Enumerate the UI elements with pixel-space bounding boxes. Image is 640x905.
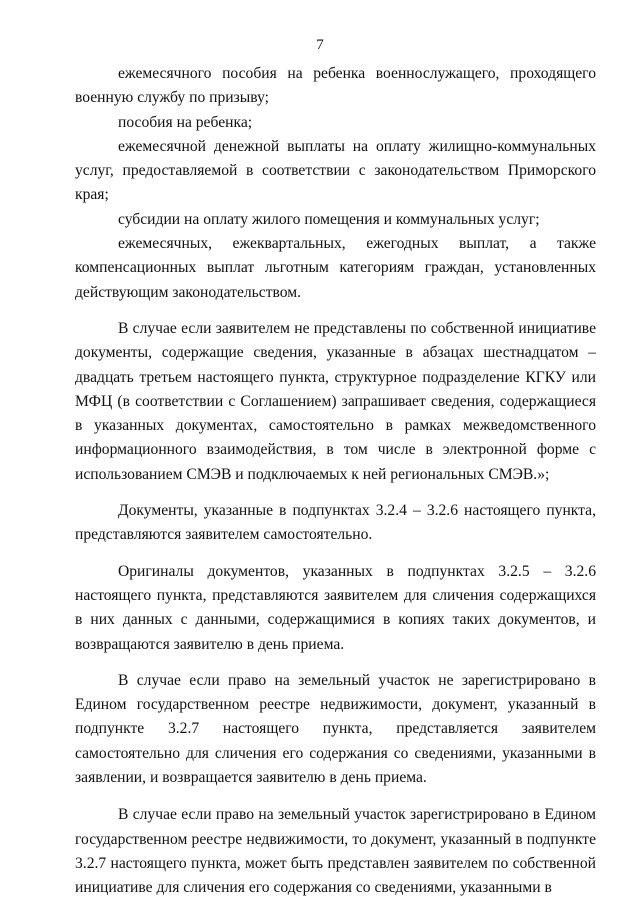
paragraph: ежемесячного пособия на ребенка военнослужащего, проходящего военную службу по призыву; — [75, 65, 596, 107]
paragraph: ежемесячных, ежеквартальных, ежегодных выплат, а также компенсационных выплат льготным категориям граждан, установленных действующим законодательством. — [75, 235, 596, 301]
paragraph: ежемесячной денежной выплаты на оплату жилищно-коммунальных услуг, предоставляемой в соответствии с законодательством Приморского края; — [75, 137, 596, 204]
paragraph: В случае если заявителем не представлены по собственной инициативе документы, содержащие сведения, указанные в абзацах шестнадцатом – двадцать третьем настоящего пункта, структурное подразделение КГКУ или МФЦ (в соответствии с Соглашением) запрашивает сведения, содержащиеся в указанных документах, самостоятельно в рамках межведомственного информационного взаимодействия, в том числе в электронной форме с использованием СМЭВ и подключаемых к ней региональных СМЭВ.»; — [75, 319, 596, 483]
paragraph: Документы, указанные в подпунктах 3.2.4 – 3.2.6 настоящего пункта, представляются заявителем самостоятельно. — [75, 502, 596, 544]
paragraph: субсидии на оплату жилого помещения и коммунальных услуг; — [118, 210, 540, 228]
paragraph: В случае если право на земельный участок зарегистрировано в Едином государственном реестре недвижимости, то документ, указанный в подпункте 3.2.7 настоящего пункта, может быть представлен заявителем по собственной инициативе для сличения его содержания со сведениями, указанными в — [75, 806, 596, 897]
page-number: 7 — [316, 37, 324, 53]
document-body — [75, 62, 596, 901]
paragraph: Оригиналы документов, указанных в подпунктах 3.2.5 – 3.2.6 настоящего пункта, представляются заявителем для сличения содержащихся в них данных с данными, содержащимися в копиях таких документов, и возвращаются заявителю в день приема. — [75, 562, 596, 653]
paragraph: В случае если право на земельный участок не зарегистрировано в Едином государственном реестре недвижимости, документ, указанный в подпункте 3.2.7 настоящего пункта, представляется заявителем самостоятельно для сличения его содержания со сведениями, указанными в заявлении, и возвращается заявителю в день приема. — [75, 671, 596, 787]
paragraph: пособия на ребенка; — [118, 113, 253, 131]
